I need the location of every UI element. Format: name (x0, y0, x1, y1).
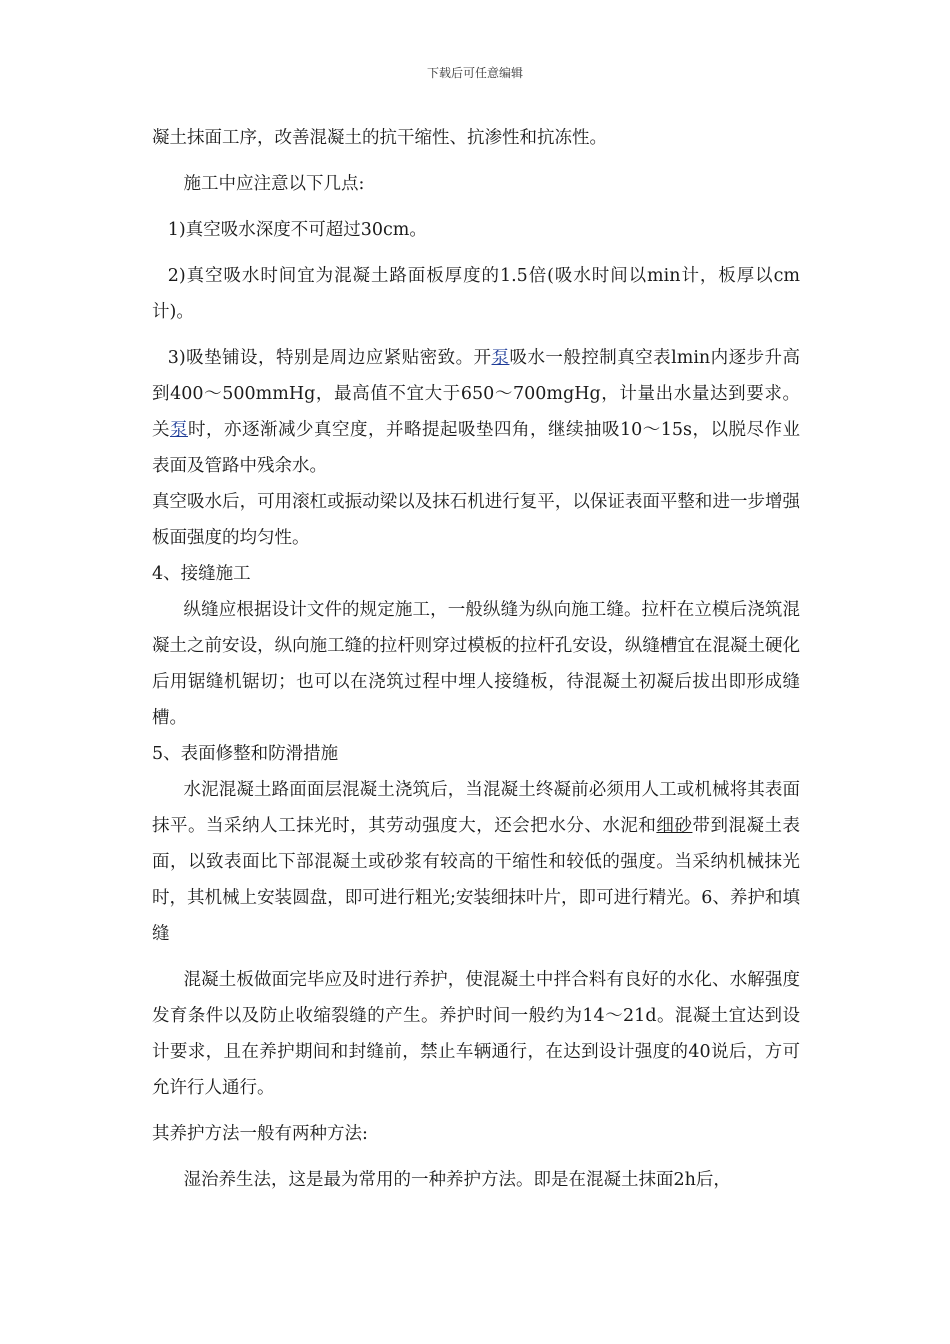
paragraph-1: 凝土抹面工序，改善混凝土的抗干缩性、抗渗性和抗冻性。 (152, 128, 607, 148)
paragraph-4: 2)真空吸水时间宜为混凝土路面板厚度的1.5倍(吸水时间以min计，板厚以cm计)。 (152, 266, 800, 322)
pump-link-1[interactable]: 泵 (491, 348, 510, 368)
paragraph-5-part-c: 时，亦逐渐减少真空度，并略提起吸垫四角，继续抽吸10～15s，以脱尽作业表面及管路中残余水。 (152, 420, 800, 476)
paragraph-5 (152, 340, 800, 484)
paragraph-2: 施工中应注意以下几点: (183, 174, 365, 194)
paragraph-10: 其养护方法一般有两种方法: (152, 1124, 368, 1144)
section-heading-5: 5、表面修整和防滑措施 (152, 744, 339, 764)
paragraph-9: 混凝土板做面完毕应及时进行养护，使混凝土中拌合料有良好的水化、水解强度发育条件以及防止收缩裂缝的产生。养护时间一般约为14～21d。混凝土宜达到设计要求，且在养护期间和封缝前，禁止车辆通行，在达到设计强度的40说后，方可允许行人通行。 (152, 970, 800, 1098)
paragraph-3: 1)真空吸水深度不可超过30cm。 (167, 220, 427, 240)
paragraph-11: 湿治养生法，这是最为常用的一种养护方法。即是在混凝土抹面2h后， (183, 1170, 731, 1190)
paragraph-8-part-a: 水泥混凝土路面面层混凝土浇筑后，当混凝土终凝前必须用人工或机械将其表面抹平。当采纳人工抹光时，其劳动强度大，还会把水分、水泥和 (152, 780, 800, 836)
pump-link-2[interactable]: 泵 (170, 420, 188, 440)
paragraph-8-part-b: 带到混凝土表面，以致表面比下部混凝土或砂浆有较高的干缩性和较低的强度。当采纳机械抹光时，其机械上安装圆盘，即可进行粗光;安装细抹叶片，即可进行精光。6、养护和填缝 (152, 816, 801, 944)
fine-sand-term: 细砂 (656, 816, 693, 836)
page-header: 下载后可任意编辑 (426, 66, 523, 80)
paragraph-6: 真空吸水后，可用滚杠或振动梁以及抹石机进行复平，以保证表面平整和进一步增强板面强度的均匀性。 (152, 492, 800, 548)
paragraph-8 (152, 772, 800, 952)
paragraph-5-part-a: 3)吸垫铺设，特别是周边应紧贴密致。开 (167, 348, 492, 368)
paragraph-5-part-b: 吸水一般控制真空表lmin内逐步升高到400～500mmHg，最高值不宜大于650～700mgHg，计量出水量达到要求。关 (152, 348, 800, 440)
paragraph-7: 纵缝应根据设计文件的规定施工，一般纵缝为纵向施工缝。拉杆在立模后浇筑混凝土之前安设，纵向施工缝的拉杆则穿过模板的拉杆孔安设，纵缝槽宜在混凝土硬化后用锯缝机锯切；也可以在浇筑过程中埋人接缝板，待混凝土初凝后拔出即形成缝槽。 (152, 600, 800, 728)
section-heading-4: 4、接缝施工 (152, 564, 251, 584)
document-body (152, 120, 800, 1198)
